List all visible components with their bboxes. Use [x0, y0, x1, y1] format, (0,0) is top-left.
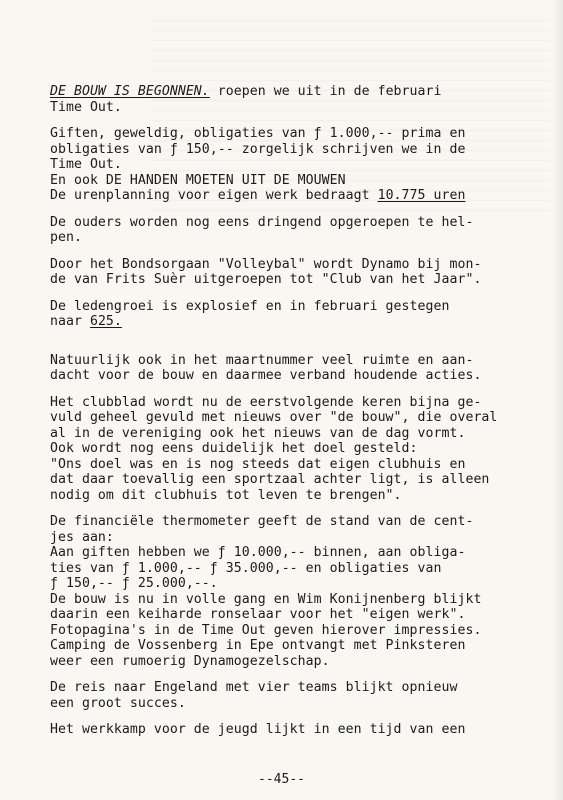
- paragraph-7-text: De ledengroei is explosief en in februari gestegen naar: [50, 298, 450, 329]
- paragraph-11: De reis naar Engeland met vier teams blijkt opnieuw een groot succes.: [50, 680, 458, 711]
- paragraph-1-text: roepen we uit in de februari Time Out.: [50, 84, 442, 115]
- paragraph-4: [50, 188, 530, 204]
- member-count: 625.: [89, 314, 122, 329]
- page-number: --45--: [258, 772, 305, 787]
- page-edge-shadow: [553, 0, 563, 800]
- paragraph-1: [50, 84, 530, 115]
- hours-total: 10.775 uren: [377, 188, 466, 203]
- paragraph-7: [50, 299, 530, 330]
- paragraph-8: Natuurlijk ook in het maartnummer veel ruimte en aan- dacht voor de bouw en daarmee verband houdende acties.: [50, 352, 482, 383]
- paragraph-6: Door het Bondsorgaan "Volleybal" wordt Dynamo bij mon- de van Frits Suèr uitgeroepen tot "Club van het Jaar".: [50, 256, 482, 287]
- paragraph-9: Het clubblad wordt nu de eerstvolgende keren bijna ge- vuld geheel gevuld met nieuws over "de bouw", die overal al in de vereniging ook het nieuws van de dag vormt. Ook wordt nog eens duidelijk het doel gesteld: "Ons doel was en is nog steeds dat eigen clubhuis en dat daar toevallig een sportzaal achter ligt, is alleen nodig om dit clubhuis tot leven te brengen".: [50, 394, 498, 503]
- paragraph-12: Het werkkamp voor de jeugd lijkt in een tijd van een: [50, 722, 466, 737]
- headline-de-bouw: DE BOUW IS BEGONNEN.: [50, 84, 210, 99]
- paragraph-5: De ouders worden nog eens dringend opgeroepen te hel- pen.: [50, 214, 474, 245]
- document-body: [50, 84, 530, 749]
- spacer: [50, 341, 530, 353]
- paragraph-10: De financiële thermometer geeft de stand van de cent- jes aan: Aan giften hebben we ƒ 10.000,-- binnen, aan obliga- ties van ƒ 1.000,-- ƒ 35.000,-- en obligaties van ƒ 150,-- ƒ 25.000,--. De bouw is nu in volle gang en Wim Konijnenberg blijkt daarin een keiharde ronselaar voor het "eigen werk". Fotopagina's in de Time Out geven hierover impressies. Camping de Vossenberg in Epe ontvangt met Pinksteren weer een rumoerig Dynamogezelschap.: [50, 514, 482, 669]
- paragraph-3: En ook DE HANDEN MOETEN UIT DE MOUWEN: [50, 172, 346, 188]
- paragraph-4-text: De urenplanning voor eigen werk bedraagt: [50, 188, 378, 203]
- paragraph-2: Giften, geweldig, obligaties van ƒ 1.000,-- prima en obligaties van ƒ 150,-- zorgelijk schrijven we in de Time Out.: [50, 126, 466, 172]
